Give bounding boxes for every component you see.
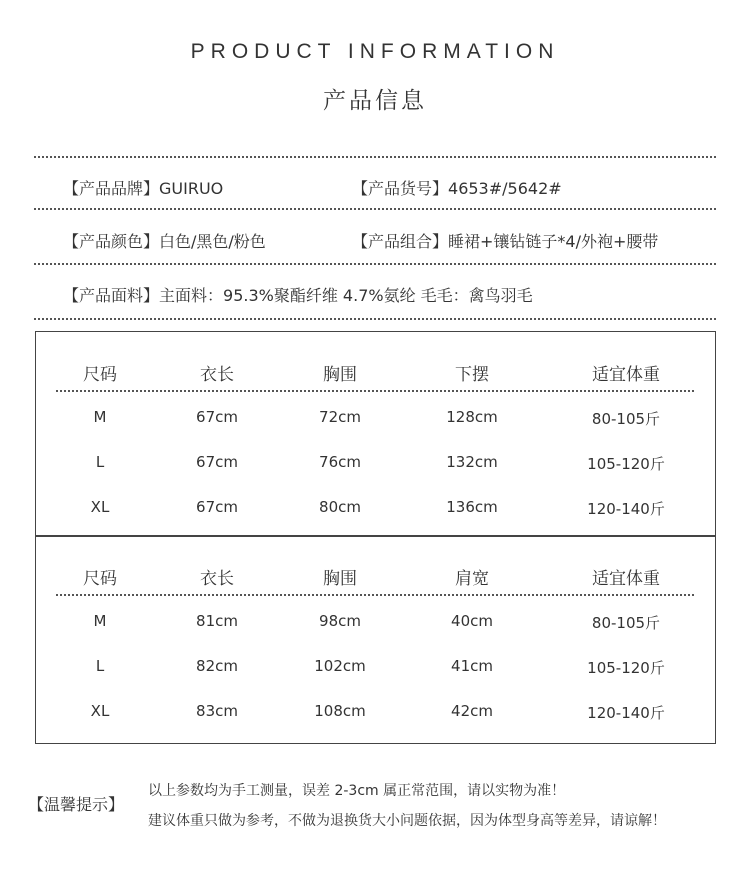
table-cell: 41cm xyxy=(451,657,493,675)
info-item-no-label: 【产品货号】 xyxy=(352,179,449,198)
table-row xyxy=(36,612,715,636)
chinese-title: 产品信息 xyxy=(323,88,427,114)
table-cell: 67cm xyxy=(196,498,238,516)
table-cell: 67cm xyxy=(196,453,238,471)
table-cell: 128cm xyxy=(446,408,498,426)
table-row xyxy=(36,453,715,477)
table-cell: 102cm xyxy=(314,657,366,675)
table-cell: 82cm xyxy=(196,657,238,675)
info-brand-label: 【产品品牌】 xyxy=(63,179,160,198)
info-color-label: 【产品颜色】 xyxy=(63,232,160,251)
info-color-value: 白色/黑色/粉色 xyxy=(159,232,266,251)
table-cell: 120-140斤 xyxy=(587,500,665,518)
table2-header-size: 尺码 xyxy=(83,569,117,589)
divider-4 xyxy=(34,318,716,320)
table-cell: 80cm xyxy=(319,498,361,516)
table-cell: 132cm xyxy=(446,453,498,471)
table1-header-divider xyxy=(56,390,694,392)
table1-header-row xyxy=(36,360,715,384)
table-cell: XL xyxy=(90,702,110,720)
divider-2 xyxy=(34,208,716,210)
divider-1 xyxy=(34,156,716,158)
table-cell: 98cm xyxy=(319,612,361,630)
tips-line-2: 建议体重只做为参考，不做为退换货大小问题依据，因为体型身高等差异，请谅解！ xyxy=(148,813,666,829)
table1-header-size: 尺码 xyxy=(83,365,117,385)
table-cell: 76cm xyxy=(319,453,361,471)
table-cell: L xyxy=(95,453,105,471)
table-cell: 81cm xyxy=(196,612,238,630)
table2-header-length: 衣长 xyxy=(200,569,234,589)
table-cell: 120-140斤 xyxy=(587,704,665,722)
size-table-2 xyxy=(35,537,716,744)
divider-3 xyxy=(34,263,716,265)
table1-header-weight: 适宜体重 xyxy=(592,365,660,385)
table-cell: 108cm xyxy=(314,702,366,720)
info-color xyxy=(63,229,266,252)
info-fabric-label: 【产品面料】 xyxy=(63,286,160,305)
info-combo-label: 【产品组合】 xyxy=(352,232,449,251)
table-cell: 80-105斤 xyxy=(591,410,661,428)
table1-header-hem: 下摆 xyxy=(455,365,489,385)
table-cell: 136cm xyxy=(446,498,498,516)
table-cell: 105-120斤 xyxy=(587,455,665,473)
table-cell: 67cm xyxy=(196,408,238,426)
table1-header-bust: 胸围 xyxy=(323,365,357,385)
info-combo-value: 睡裙+镶钻链子*4/外袍+腰带 xyxy=(448,232,659,251)
info-fabric-value: 主面料：95.3%聚酯纤维 4.7%氨纶 毛毛：禽鸟羽毛 xyxy=(159,286,533,305)
table-row xyxy=(36,657,715,681)
info-fabric xyxy=(63,283,533,306)
info-combo xyxy=(352,229,658,252)
tips-line-1: 以上参数均为手工测量，误差 2-3cm 属正常范围，请以实物为准！ xyxy=(148,783,566,799)
table2-header-row xyxy=(36,564,715,588)
table-row xyxy=(36,702,715,726)
table-cell: M xyxy=(93,612,107,630)
size-table-1 xyxy=(35,331,716,537)
table1-header-length: 衣长 xyxy=(200,365,234,385)
table-cell: 105-120斤 xyxy=(587,659,665,677)
english-title: PRODUCT INFORMATION xyxy=(190,40,560,63)
table-row xyxy=(36,498,715,522)
table-cell: 42cm xyxy=(451,702,493,720)
table-row xyxy=(36,408,715,432)
table-cell: 40cm xyxy=(451,612,493,630)
table2-header-bust: 胸围 xyxy=(323,569,357,589)
table2-header-weight: 适宜体重 xyxy=(592,569,660,589)
table2-header-shoulder: 肩宽 xyxy=(455,569,489,589)
table-cell: M xyxy=(93,408,107,426)
table-cell: L xyxy=(95,657,105,675)
table-cell: XL xyxy=(90,498,110,516)
table-cell: 72cm xyxy=(319,408,361,426)
info-item-no xyxy=(352,176,562,199)
info-brand xyxy=(63,176,223,199)
table-cell: 80-105斤 xyxy=(591,614,661,632)
table-cell: 83cm xyxy=(196,702,238,720)
info-brand-value: GUIRUO xyxy=(159,179,224,198)
info-item-no-value: 4653#/5642# xyxy=(448,179,562,198)
table2-header-divider xyxy=(56,594,694,596)
tips-label: 【温馨提示】 xyxy=(28,795,125,814)
